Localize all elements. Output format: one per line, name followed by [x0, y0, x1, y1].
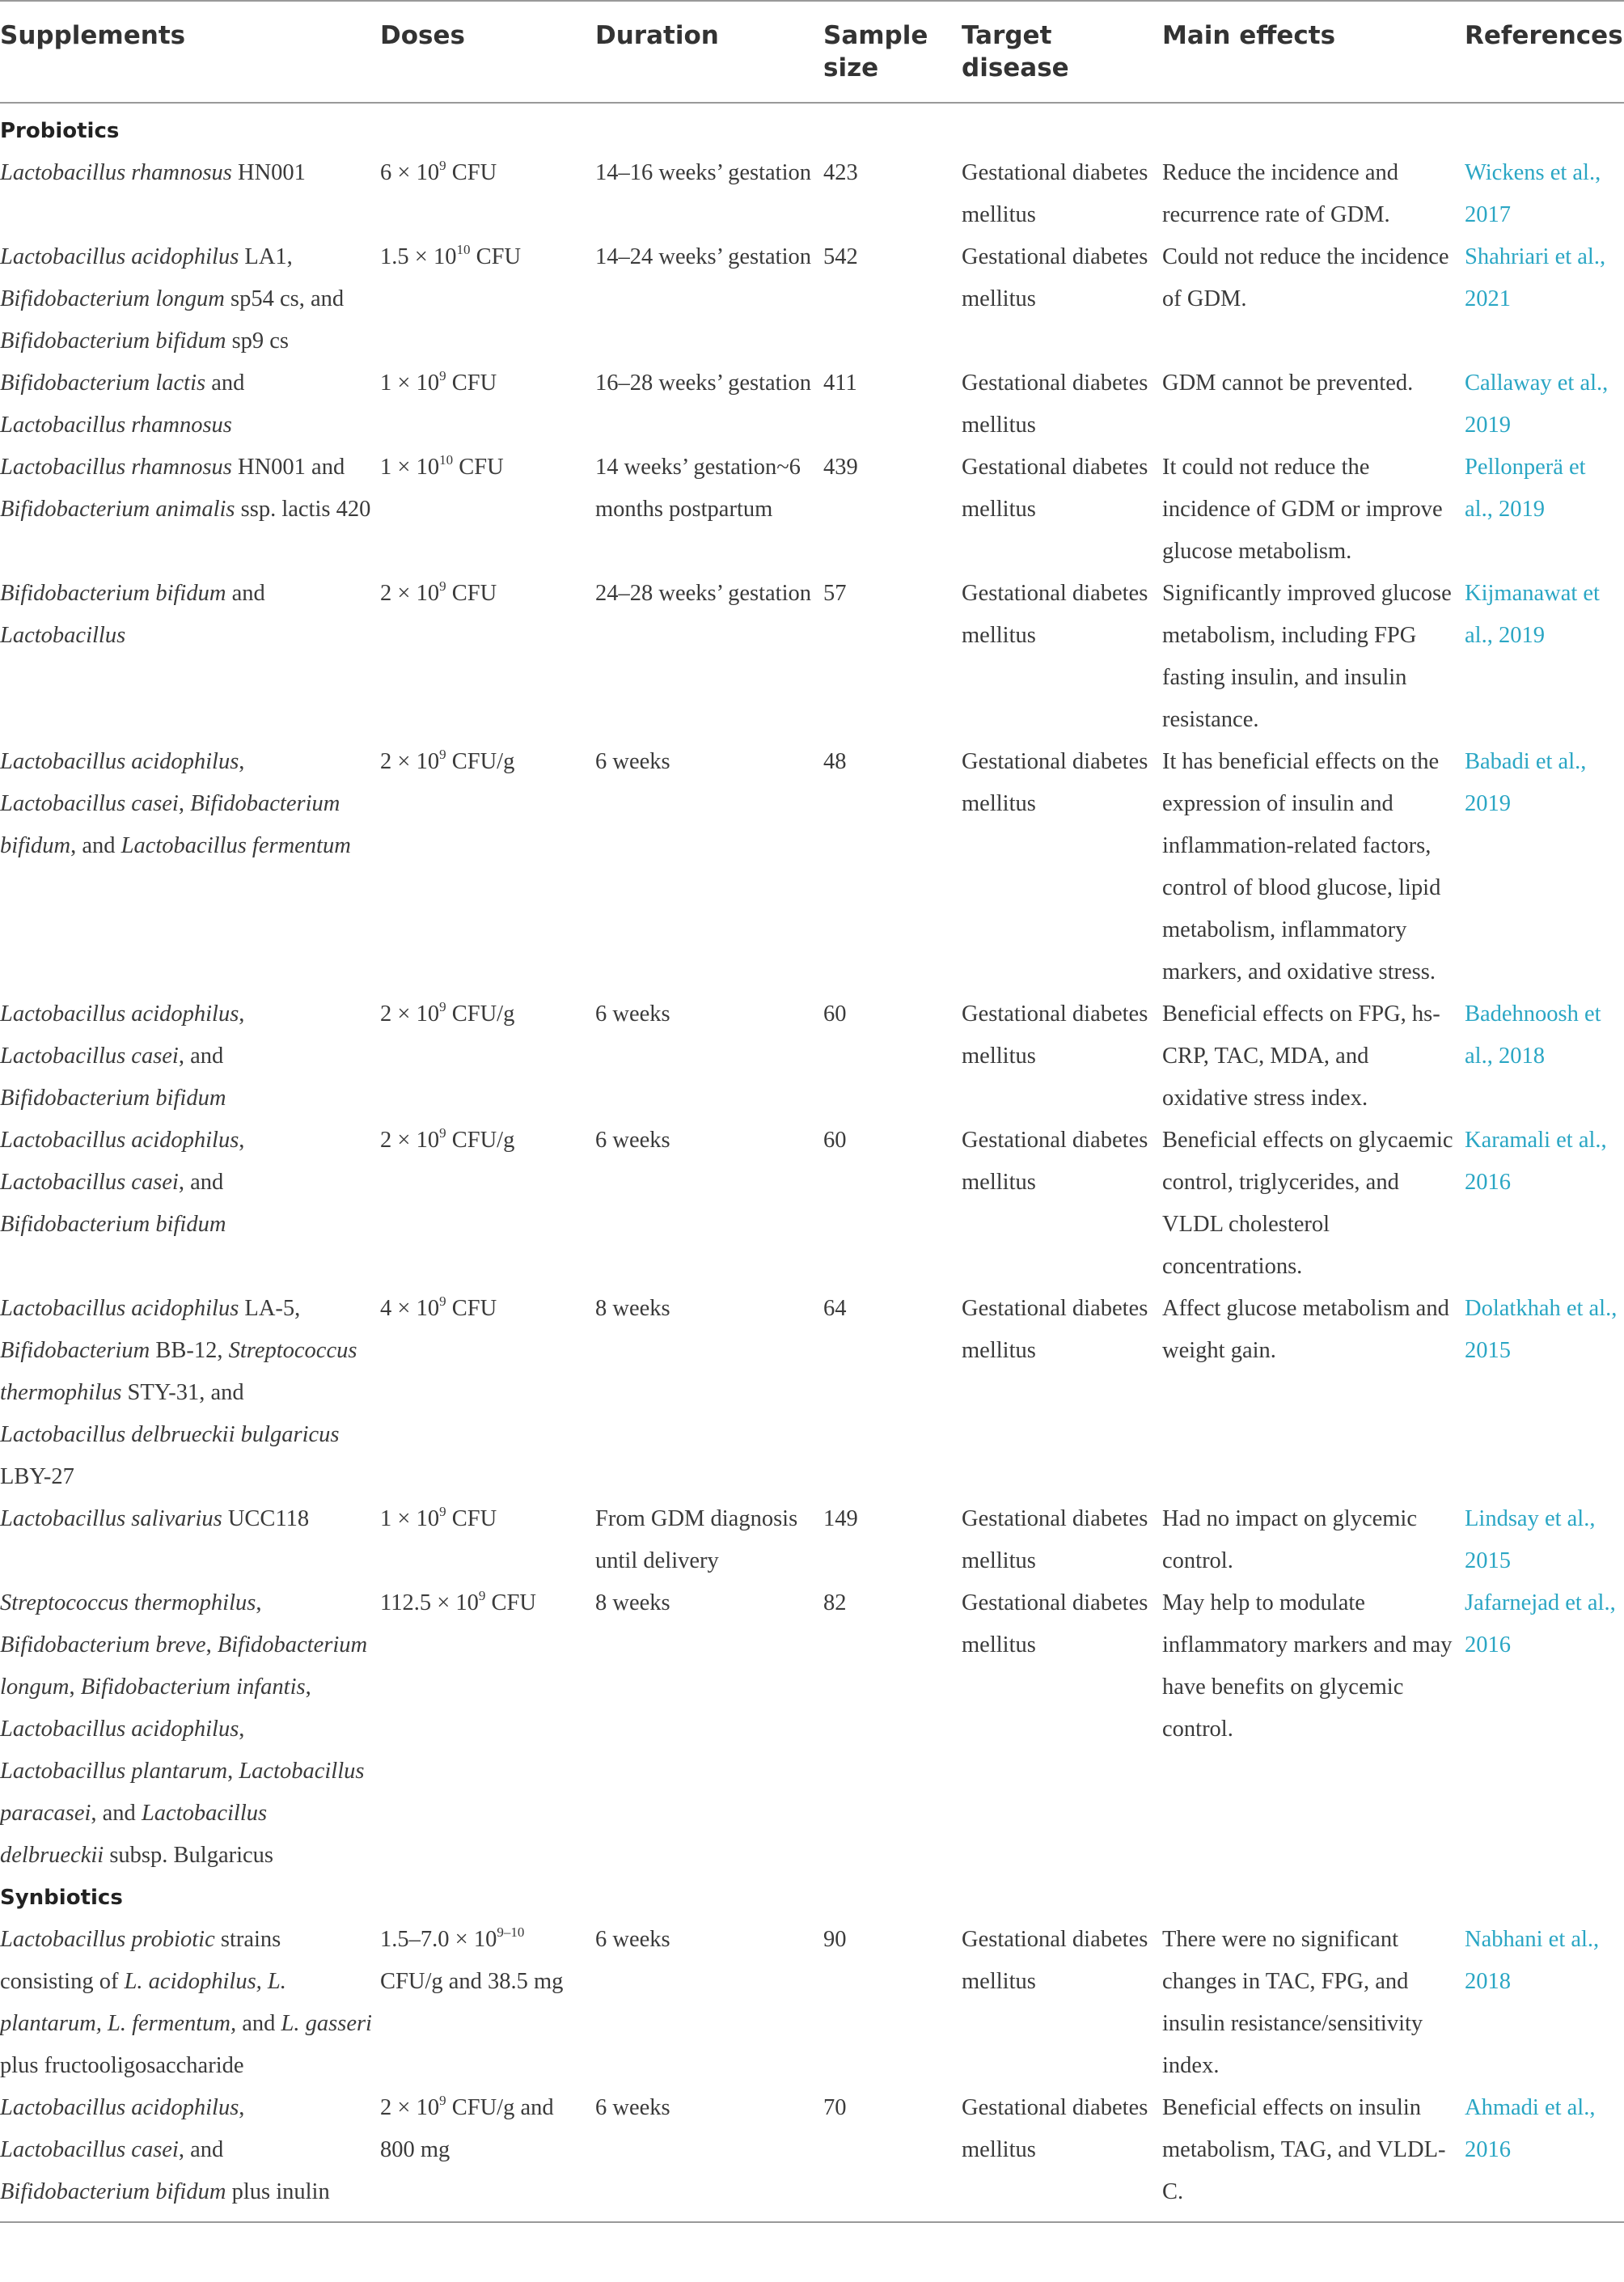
reference-link[interactable]: Babadi et al., 2019 — [1465, 749, 1587, 816]
supplement-cell — [0, 741, 380, 993]
supplement-species: Lactobacillus acidophilus — [0, 244, 239, 269]
dose-exponent: 9 — [439, 1504, 446, 1519]
table-row — [0, 236, 1624, 362]
supplement-species: Bifidobacterium bifidum — [0, 328, 226, 354]
reference-link[interactable]: Wickens et al., 2017 — [1465, 160, 1601, 227]
supplement-species: Lactobacillus casei — [0, 2137, 179, 2162]
sample-size-value: 542 — [823, 244, 858, 269]
supplement-text: BB-12, — [150, 1338, 229, 1363]
supplement-species: Bifidobacterium bifidum — [0, 581, 226, 606]
dose-exponent: 9 — [439, 1125, 446, 1141]
dose-unit: CFU — [446, 370, 497, 396]
supplement-text: LBY-27 — [0, 1464, 74, 1489]
table-row — [0, 741, 1624, 993]
target-disease-text: Gestational diabetes mellitus — [962, 749, 1148, 816]
main-effects-cell — [1162, 1120, 1465, 1288]
supplement-cell — [0, 1120, 380, 1288]
dose-cell — [380, 152, 595, 236]
header-row — [0, 1, 1624, 103]
supplement-text: LA1, — [239, 244, 293, 269]
main-effects-text: Had no impact on glycemic control. — [1162, 1506, 1417, 1573]
col-header-sample-size: Sample size — [823, 1, 962, 103]
sample-size-cell — [823, 2087, 962, 2222]
duration-text: 24–28 weeks’ gestation — [595, 581, 811, 606]
sample-size-cell — [823, 1919, 962, 2087]
sample-size-value: 423 — [823, 160, 858, 185]
supplement-text: sp54 cs, and — [224, 286, 345, 311]
supplement-species: Lactobacillus plantarum — [0, 1759, 228, 1784]
supplement-species: Lactobacillus acidophilus — [0, 1296, 239, 1321]
supplement-species: Bifidobacterium animalis — [0, 497, 235, 522]
supplement-species: L. acidophilus, L. plantarum, L. fermentum, — [0, 1969, 286, 2036]
main-effects-text: Beneficial effects on insulin metabolism, TAG, and VLDL-C. — [1162, 2095, 1446, 2204]
supplement-species: Lactobacillus delbrueckii bulgaricus — [0, 1422, 340, 1447]
supplement-cell — [0, 573, 380, 741]
duration-text: 6 weeks — [595, 2095, 670, 2120]
dose-base: 2 × 10 — [380, 1128, 440, 1153]
target-disease-cell — [962, 2087, 1162, 2222]
sample-size-value: 70 — [823, 2095, 847, 2120]
dose-unit: CFU/g — [446, 749, 515, 774]
target-disease-cell — [962, 741, 1162, 993]
duration-cell — [595, 1120, 823, 1288]
supplement-species: Lactobacillus acidophilus — [0, 1717, 239, 1742]
reference-cell — [1465, 1919, 1624, 2087]
duration-text: 14–24 weeks’ gestation — [595, 244, 811, 269]
dose-cell — [380, 1582, 595, 1877]
dose-cell — [380, 993, 595, 1120]
main-effects-cell — [1162, 2087, 1465, 2222]
sample-size-value: 60 — [823, 1001, 847, 1027]
duration-cell — [595, 2087, 823, 2222]
dose-exponent: 10 — [439, 452, 454, 468]
dose-unit: CFU — [446, 1296, 497, 1321]
reference-link[interactable]: Kijmanawat et al., 2019 — [1465, 581, 1600, 648]
duration-cell — [595, 741, 823, 993]
supplement-species: Bifidobacterium lactis — [0, 370, 206, 396]
target-disease-text: Gestational diabetes mellitus — [962, 1128, 1148, 1195]
dose-base: 2 × 10 — [380, 1001, 440, 1027]
supplement-species: Lactobacillus acidophilus — [0, 1001, 239, 1027]
target-disease-cell — [962, 573, 1162, 741]
reference-cell — [1465, 236, 1624, 362]
sample-size-value: 439 — [823, 455, 858, 480]
table-row — [0, 1120, 1624, 1288]
target-disease-text: Gestational diabetes mellitus — [962, 581, 1148, 648]
supplement-species: Bifidobacterium bifidum — [0, 1212, 226, 1237]
duration-cell — [595, 993, 823, 1120]
target-disease-cell — [962, 993, 1162, 1120]
supplement-species: Lactobacillus rhamnosus — [0, 455, 232, 480]
supplement-species: Bifidobacterium — [0, 1338, 150, 1363]
table-row — [0, 447, 1624, 573]
reference-cell — [1465, 573, 1624, 741]
reference-cell — [1465, 1120, 1624, 1288]
dose-unit: CFU/g — [446, 1001, 515, 1027]
supplement-cell — [0, 447, 380, 573]
target-disease-text: Gestational diabetes mellitus — [962, 1590, 1148, 1658]
main-effects-cell — [1162, 741, 1465, 993]
supplement-text: , — [239, 1717, 245, 1742]
supplement-text: sp9 cs — [226, 328, 290, 354]
target-disease-cell — [962, 1120, 1162, 1288]
supplement-cell — [0, 1288, 380, 1498]
dose-base: 2 × 10 — [380, 581, 440, 606]
dose-unit: CFU/g and 800 mg — [380, 2095, 554, 2162]
supplement-text: plus inulin — [226, 2179, 330, 2204]
duration-text: 8 weeks — [595, 1590, 670, 1615]
reference-link[interactable]: Badehnoosh et al., 2018 — [1465, 1001, 1601, 1069]
section-label-probiotics: Probiotics — [0, 119, 120, 143]
dose-exponent: 9 — [439, 747, 446, 762]
main-effects-text: Beneficial effects on FPG, hs-CRP, TAC, MDA, and oxidative stress index. — [1162, 1001, 1440, 1111]
supplement-species: Lactobacillus paracasei — [0, 1759, 365, 1826]
dose-exponent: 9 — [439, 158, 446, 173]
target-disease-text: Gestational diabetes mellitus — [962, 1927, 1148, 1994]
dose-cell — [380, 1288, 595, 1498]
reference-link[interactable]: Ahmadi et al., 2016 — [1465, 2095, 1596, 2162]
sample-size-cell — [823, 1288, 962, 1498]
supplement-text: , and — [178, 2137, 224, 2162]
table-row — [0, 1288, 1624, 1498]
dose-exponent: 9–10 — [497, 1924, 525, 1940]
main-effects-text: There were no significant changes in TAC, FPG, and insulin resistance/sensitivity index. — [1162, 1927, 1423, 2078]
supplement-species: Lactobacillus — [0, 623, 126, 648]
dose-unit: CFU — [485, 1590, 536, 1615]
table-row — [0, 993, 1624, 1120]
reference-link[interactable]: Karamali et al., 2016 — [1465, 1128, 1607, 1195]
table-row — [0, 152, 1624, 236]
duration-text: 14–16 weeks’ gestation — [595, 160, 811, 185]
supplement-text: HN001 — [231, 160, 306, 185]
main-effects-cell — [1162, 152, 1465, 236]
target-disease-text: Gestational diabetes mellitus — [962, 2095, 1148, 2162]
supplement-species: Lactobacillus casei — [0, 791, 179, 816]
dose-exponent: 9 — [439, 578, 446, 594]
dose-cell — [380, 236, 595, 362]
sample-size-value: 57 — [823, 581, 847, 606]
duration-text: 6 weeks — [595, 1128, 670, 1153]
supplement-text: , — [205, 1632, 218, 1658]
dose-exponent: 9 — [439, 368, 446, 383]
main-effects-cell — [1162, 1288, 1465, 1498]
target-disease-text: Gestational diabetes mellitus — [962, 1296, 1148, 1363]
sample-size-value: 60 — [823, 1128, 847, 1153]
main-effects-cell — [1162, 1582, 1465, 1877]
reference-link[interactable]: Nabhani et al., 2018 — [1465, 1927, 1600, 1994]
col-header-doses: Doses — [380, 1, 595, 103]
reference-cell — [1465, 2087, 1624, 2222]
main-effects-text: Affect glucose metabolism and weight gain. — [1162, 1296, 1449, 1363]
supplement-text: , — [239, 749, 245, 774]
supplement-text: , — [69, 1674, 81, 1700]
main-effects-text: GDM cannot be prevented. — [1162, 370, 1414, 396]
supplement-species: Lactobacillus casei — [0, 1170, 179, 1195]
main-effects-text: Could not reduce the incidence of GDM. — [1162, 244, 1449, 311]
dose-cell — [380, 447, 595, 573]
supplement-text: , and — [178, 1044, 224, 1069]
main-effects-cell — [1162, 447, 1465, 573]
table-row — [0, 2087, 1624, 2222]
dose-base: 1 × 10 — [380, 370, 440, 396]
supplement-species: Lactobacillus salivarius — [0, 1506, 222, 1531]
duration-cell — [595, 573, 823, 741]
dose-unit: CFU — [470, 244, 522, 269]
supplement-text: LA-5, — [239, 1296, 301, 1321]
dose-cell — [380, 741, 595, 993]
supplement-species: Streptococcus thermophilus — [0, 1338, 357, 1405]
reference-cell — [1465, 741, 1624, 993]
main-effects-cell — [1162, 993, 1465, 1120]
sample-size-value: 48 — [823, 749, 847, 774]
supplement-species: Lactobacillus delbrueckii — [0, 1801, 268, 1868]
sample-size-value: 82 — [823, 1590, 847, 1615]
table-row — [0, 1582, 1624, 1877]
sample-size-cell — [823, 447, 962, 573]
section-row-synbiotics — [0, 1877, 1624, 1919]
table-row — [0, 1498, 1624, 1582]
target-disease-text: Gestational diabetes mellitus — [962, 370, 1148, 438]
col-header-duration: Duration — [595, 1, 823, 103]
reference-cell — [1465, 152, 1624, 236]
target-disease-text: Gestational diabetes mellitus — [962, 244, 1148, 311]
supplement-species: Lactobacillus acidophilus — [0, 749, 239, 774]
supplement-text: and — [236, 2011, 281, 2036]
supplement-species: Bifidobacterium infantis — [80, 1674, 306, 1700]
table-row — [0, 362, 1624, 447]
dose-exponent: 10 — [456, 242, 471, 257]
duration-text: 14 weeks’ gestation~6 months postpartum — [595, 455, 801, 522]
dose-unit: CFU — [446, 581, 497, 606]
dose-base: 1 × 10 — [380, 455, 440, 480]
target-disease-cell — [962, 1498, 1162, 1582]
dose-base: 4 × 10 — [380, 1296, 440, 1321]
supplement-cell — [0, 362, 380, 447]
table-row — [0, 573, 1624, 741]
reference-link[interactable]: Lindsay et al., 2015 — [1465, 1506, 1596, 1573]
duration-cell — [595, 447, 823, 573]
target-disease-text: Gestational diabetes mellitus — [962, 160, 1148, 227]
table-row — [0, 1919, 1624, 2087]
dose-cell — [380, 362, 595, 447]
dose-unit: CFU/g — [446, 1128, 515, 1153]
duration-text: 6 weeks — [595, 1001, 670, 1027]
target-disease-cell — [962, 447, 1162, 573]
main-effects-text: Significantly improved glucose metabolism, including FPG fasting insulin, and insulin resistance. — [1162, 581, 1452, 732]
supplement-text: HN001 and — [231, 455, 345, 480]
dose-base: 2 × 10 — [380, 749, 440, 774]
sample-size-value: 64 — [823, 1296, 847, 1321]
main-effects-text: It could not reduce the incidence of GDM or improve glucose metabolism. — [1162, 455, 1443, 564]
col-header-target-disease: Target disease — [962, 1, 1162, 103]
dose-exponent: 9 — [439, 1293, 446, 1309]
supplement-text: , and — [178, 1170, 224, 1195]
dose-unit: CFU — [446, 160, 497, 185]
duration-cell — [595, 236, 823, 362]
main-effects-text: It has beneficial effects on the expression of insulin and inflammation-related factors, control of blood glucose, lipid metabolism, inflammatory markers, and oxidative stress. — [1162, 749, 1441, 984]
supplement-species: Bifidobacterium bifidum — [0, 1086, 226, 1111]
main-effects-cell — [1162, 362, 1465, 447]
dose-cell — [380, 1120, 595, 1288]
supplement-text: , and — [70, 833, 121, 858]
supplement-species: Lactobacillus rhamnosus — [0, 413, 232, 438]
dose-cell — [380, 573, 595, 741]
duration-text: From GDM diagnosis until delivery — [595, 1506, 798, 1573]
target-disease-cell — [962, 1288, 1162, 1498]
reference-link[interactable]: Jafarnejad et al., 2016 — [1465, 1590, 1616, 1658]
supplement-text: strains consisting of — [0, 1927, 281, 1994]
target-disease-cell — [962, 1582, 1162, 1877]
supplement-cell — [0, 1498, 380, 1582]
supplement-text: plus fructooligosaccharide — [0, 2053, 244, 2078]
reference-cell — [1465, 1498, 1624, 1582]
supplement-text: ssp. lactis 420 — [235, 497, 371, 522]
dose-cell — [380, 1498, 595, 1582]
duration-cell — [595, 1582, 823, 1877]
reference-link[interactable]: Callaway et al., 2019 — [1465, 370, 1609, 438]
dose-exponent: 9 — [439, 2093, 446, 2108]
supplement-cell — [0, 236, 380, 362]
sample-size-cell — [823, 1582, 962, 1877]
sample-size-cell — [823, 1498, 962, 1582]
supplement-species: Lactobacillus acidophilus — [0, 2095, 239, 2120]
reference-cell — [1465, 993, 1624, 1120]
main-effects-cell — [1162, 1498, 1465, 1582]
duration-cell — [595, 1498, 823, 1582]
duration-cell — [595, 362, 823, 447]
main-effects-text: May help to modulate inflammatory markers and may have benefits on glycemic control. — [1162, 1590, 1453, 1742]
dose-base: 1.5 × 10 — [380, 244, 457, 269]
supplement-species: Lactobacillus fermentum — [121, 833, 351, 858]
main-effects-cell — [1162, 573, 1465, 741]
supplement-species: Bifidobacterium longum — [0, 1632, 368, 1700]
dose-cell — [380, 2087, 595, 2222]
supplement-species: Lactobacillus probiotic — [0, 1927, 215, 1952]
supplement-cell — [0, 152, 380, 236]
dose-unit: CFU — [453, 455, 504, 480]
supplement-species: Lactobacillus casei — [0, 1044, 179, 1069]
sample-size-cell — [823, 993, 962, 1120]
supplement-text: , — [305, 1674, 311, 1700]
sample-size-cell — [823, 1120, 962, 1288]
reference-link[interactable]: Pellonperä et al., 2019 — [1465, 455, 1586, 522]
sample-size-value: 90 — [823, 1927, 847, 1952]
dose-base: 1.5–7.0 × 10 — [380, 1927, 497, 1952]
dose-unit: CFU — [446, 1506, 497, 1531]
reference-cell — [1465, 1288, 1624, 1498]
sample-size-cell — [823, 236, 962, 362]
sample-size-value: 149 — [823, 1506, 858, 1531]
sample-size-cell — [823, 362, 962, 447]
sample-size-cell — [823, 573, 962, 741]
target-disease-cell — [962, 236, 1162, 362]
reference-cell — [1465, 362, 1624, 447]
dose-unit: CFU/g and 38.5 mg — [380, 1969, 564, 1994]
reference-link[interactable]: Shahriari et al., 2021 — [1465, 244, 1606, 311]
target-disease-cell — [962, 1919, 1162, 2087]
sample-size-value: 411 — [823, 370, 857, 396]
supplement-species: Streptococcus thermophilus — [0, 1590, 256, 1615]
reference-link[interactable]: Dolatkhah et al., 2015 — [1465, 1296, 1618, 1363]
supplement-species: L. gasseri — [281, 2011, 372, 2036]
col-header-supplements: Supplements — [0, 1, 380, 103]
supplement-species: Bifidobacterium longum — [0, 286, 225, 311]
dose-base: 2 × 10 — [380, 2095, 440, 2120]
supplement-text: UCC118 — [222, 1506, 310, 1531]
supplement-text: subsp. Bulgaricus — [104, 1843, 273, 1868]
target-disease-cell — [962, 152, 1162, 236]
main-effects-cell — [1162, 236, 1465, 362]
dose-base: 1 × 10 — [380, 1506, 440, 1531]
dose-base: 112.5 × 10 — [380, 1590, 479, 1615]
supplement-text: , and — [91, 1801, 142, 1826]
supplement-species: Lactobacillus acidophilus — [0, 1128, 239, 1153]
supplement-cell — [0, 2087, 380, 2222]
dose-exponent: 9 — [439, 999, 446, 1014]
duration-text: 8 weeks — [595, 1296, 670, 1321]
duration-cell — [595, 1288, 823, 1498]
duration-text: 6 weeks — [595, 749, 670, 774]
supplement-text: STY-31, and — [121, 1380, 244, 1405]
dose-base: 6 × 10 — [380, 160, 440, 185]
supplement-species: Bifidobacterium bifidum — [0, 791, 340, 858]
dose-cell — [380, 1919, 595, 2087]
reference-cell — [1465, 447, 1624, 573]
sample-size-cell — [823, 741, 962, 993]
supplement-text: , — [178, 791, 191, 816]
sample-size-cell — [823, 152, 962, 236]
supplement-species: Bifidobacterium breve — [0, 1632, 206, 1658]
supplement-text: , — [227, 1759, 239, 1784]
supplement-cell — [0, 993, 380, 1120]
col-header-references: References — [1465, 1, 1624, 103]
supplement-species: Lactobacillus rhamnosus — [0, 160, 232, 185]
duration-text: 6 weeks — [595, 1927, 670, 1952]
supplement-text: , — [239, 1001, 245, 1027]
supplement-species: Bifidobacterium bifidum — [0, 2179, 226, 2204]
col-header-main-effects: Main effects — [1162, 1, 1465, 103]
supplement-text: , — [256, 1590, 262, 1615]
main-effects-text: Reduce the incidence and recurrence rate of GDM. — [1162, 160, 1398, 227]
supplement-cell — [0, 1582, 380, 1877]
supplement-text: and — [226, 581, 265, 606]
dose-exponent: 9 — [478, 1588, 486, 1603]
supplement-text: , — [239, 1128, 245, 1153]
target-disease-text: Gestational diabetes mellitus — [962, 1001, 1148, 1069]
duration-cell — [595, 152, 823, 236]
duration-cell — [595, 1919, 823, 2087]
supplement-cell — [0, 1919, 380, 2087]
target-disease-text: Gestational diabetes mellitus — [962, 455, 1148, 522]
target-disease-text: Gestational diabetes mellitus — [962, 1506, 1148, 1573]
supplement-text: , — [239, 2095, 245, 2120]
supplement-text: and — [205, 370, 245, 396]
section-row-probiotics — [0, 103, 1624, 152]
reference-cell — [1465, 1582, 1624, 1877]
section-label-synbiotics: Synbiotics — [0, 1886, 123, 1910]
main-effects-cell — [1162, 1919, 1465, 2087]
main-effects-text: Beneficial effects on glycaemic control, triglycerides, and VLDL cholesterol concentrations. — [1162, 1128, 1453, 1279]
target-disease-cell — [962, 362, 1162, 447]
duration-text: 16–28 weeks’ gestation — [595, 370, 811, 396]
